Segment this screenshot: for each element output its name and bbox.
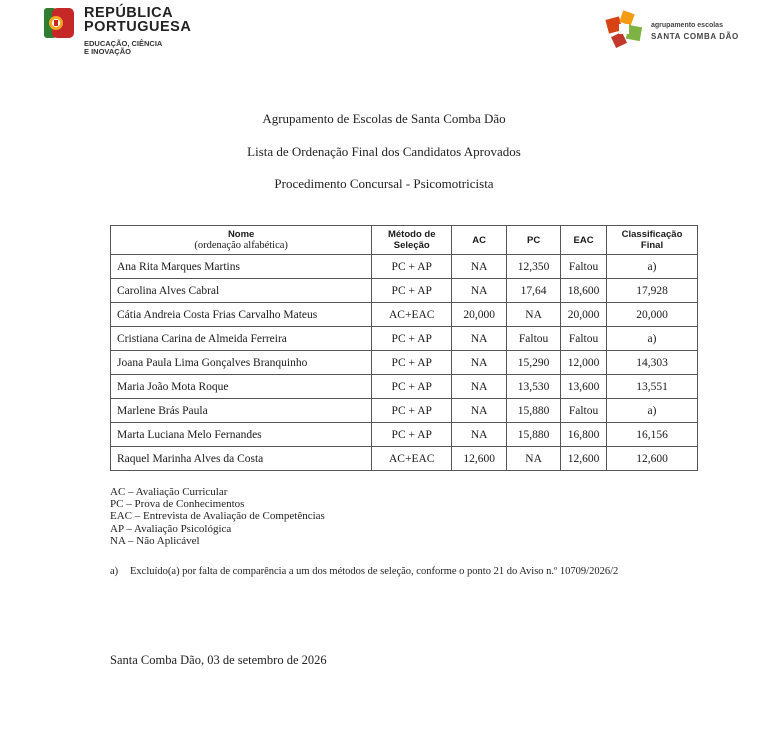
cell-final: 12,600 [607, 447, 698, 471]
school-title: Agrupamento de Escolas de Santa Comba Dão [262, 111, 506, 126]
cell-pc: 17,64 [507, 279, 561, 303]
cell-final: a) [607, 255, 698, 279]
legend-item: EAC – Entrevista de Avaliação de Competências [110, 510, 325, 523]
cell-eac: 16,800 [561, 423, 607, 447]
ministry-name-line2: E INOVAÇÃO [84, 47, 131, 56]
cell-ac: NA [452, 255, 507, 279]
table-row [111, 447, 698, 471]
legend-item: AP – Avaliação Psicológica [110, 522, 232, 535]
abbreviation-legend [110, 486, 325, 547]
results-table [110, 225, 698, 471]
header-method [372, 226, 452, 255]
cell-method: PC + AP [372, 279, 452, 303]
cell-pc: Faltou [507, 327, 561, 351]
header-final-line2: Final [640, 240, 664, 251]
cell-final: 17,928 [607, 279, 698, 303]
school-logo-text-line1: agrupamento escolas [651, 22, 723, 29]
header-name [111, 226, 372, 255]
header-pc: PC [507, 226, 561, 255]
list-title: Lista de Ordenação Final dos Candidatos Aprovados [247, 144, 521, 159]
cell-pc: NA [507, 303, 561, 327]
ministry-name [84, 40, 162, 56]
table-row [111, 375, 698, 399]
note-label: a) [110, 566, 119, 577]
cell-eac: 20,000 [561, 303, 607, 327]
cell-name: Raquel Marinha Alves da Costa [111, 447, 372, 471]
cell-ac: NA [452, 351, 507, 375]
header-name-label: Nome [227, 229, 255, 240]
cell-ac: 20,000 [452, 303, 507, 327]
government-name [84, 6, 191, 34]
header-final [607, 226, 698, 255]
table-header-row [111, 226, 698, 255]
government-name-line2: PORTUGUESA [84, 19, 192, 35]
cell-ac: NA [452, 327, 507, 351]
cell-final: a) [607, 399, 698, 423]
cell-ac: NA [452, 399, 507, 423]
cell-method: PC + AP [372, 327, 452, 351]
cell-method: PC + AP [372, 423, 452, 447]
cell-name: Cátia Andreia Costa Frias Carvalho Mateus [111, 303, 372, 327]
legend-item: AC – Avaliação Curricular [110, 486, 228, 498]
exclusion-note [110, 566, 618, 577]
cell-method: PC + AP [372, 255, 452, 279]
cell-method: PC + AP [372, 399, 452, 423]
legend-item: NA – Não Aplicável [110, 534, 200, 547]
cell-ac: NA [452, 423, 507, 447]
cell-eac: Faltou [561, 255, 607, 279]
cell-pc: 15,880 [507, 399, 561, 423]
cell-ac: 12,600 [452, 447, 507, 471]
header-name-sublabel: (ordenação alfabética) [194, 240, 288, 251]
header-eac: EAC [561, 226, 607, 255]
cell-method: AC+EAC [372, 447, 452, 471]
cell-pc: 15,880 [507, 423, 561, 447]
cell-name: Ana Rita Marques Martins [111, 255, 372, 279]
table-row [111, 255, 698, 279]
cell-final: 16,156 [607, 423, 698, 447]
cell-method: PC + AP [372, 351, 452, 375]
cell-name: Joana Paula Lima Gonçalves Branquinho [111, 351, 372, 375]
procedure-title: Procedimento Concursal - Psicomotricista [274, 176, 494, 191]
cell-final: a) [607, 327, 698, 351]
cell-pc: 13,530 [507, 375, 561, 399]
cell-final: 20,000 [607, 303, 698, 327]
cell-eac: 13,600 [561, 375, 607, 399]
cell-ac: NA [452, 375, 507, 399]
cell-eac: Faltou [561, 327, 607, 351]
school-logo-text-line2: SANTA COMBA DÃO [651, 32, 739, 41]
cell-method: AC+EAC [372, 303, 452, 327]
cell-eac: 12,600 [561, 447, 607, 471]
note-text: Excluído(a) por falta de comparência a um dos métodos de seleção, conforme o ponto 21 do Aviso n.º 10709/2026/2 [130, 566, 619, 577]
table-row [111, 327, 698, 351]
cell-name: Cristiana Carina de Almeida Ferreira [111, 327, 372, 351]
table-row [111, 351, 698, 375]
cell-pc: 12,350 [507, 255, 561, 279]
cell-name: Marta Luciana Melo Fernandes [111, 423, 372, 447]
government-logo [44, 6, 244, 58]
header-ac: AC [452, 226, 507, 255]
cell-method: PC + AP [372, 375, 452, 399]
cell-final: 13,551 [607, 375, 698, 399]
cell-pc: NA [507, 447, 561, 471]
ministry-name-line1: EDUCAÇÃO, CIÊNCIA [84, 39, 163, 48]
legend-item: PC – Prova de Conhecimentos [110, 498, 245, 511]
table-row [111, 423, 698, 447]
school-grouping-emblem-icon [605, 10, 645, 50]
header-final-line1: Classificação [621, 229, 683, 240]
cell-name: Maria João Mota Roque [111, 375, 372, 399]
place-and-date: Santa Comba Dão, 03 de setembro de 2026 [110, 653, 327, 667]
cell-name: Carolina Alves Cabral [111, 279, 372, 303]
cell-ac: NA [452, 279, 507, 303]
school-logo [605, 10, 755, 56]
cell-name: Marlene Brás Paula [111, 399, 372, 423]
cell-final: 14,303 [607, 351, 698, 375]
table-row [111, 399, 698, 423]
table-row [111, 303, 698, 327]
cell-pc: 15,290 [507, 351, 561, 375]
header-method-line1: Método de [387, 229, 436, 240]
portuguese-republic-emblem-icon [44, 8, 74, 38]
header-method-line2: Seleção [393, 240, 430, 251]
cell-eac: 18,600 [561, 279, 607, 303]
cell-eac: 12,000 [561, 351, 607, 375]
government-name-line1: REPÚBLICA [84, 5, 174, 21]
table-row [111, 279, 698, 303]
cell-eac: Faltou [561, 399, 607, 423]
